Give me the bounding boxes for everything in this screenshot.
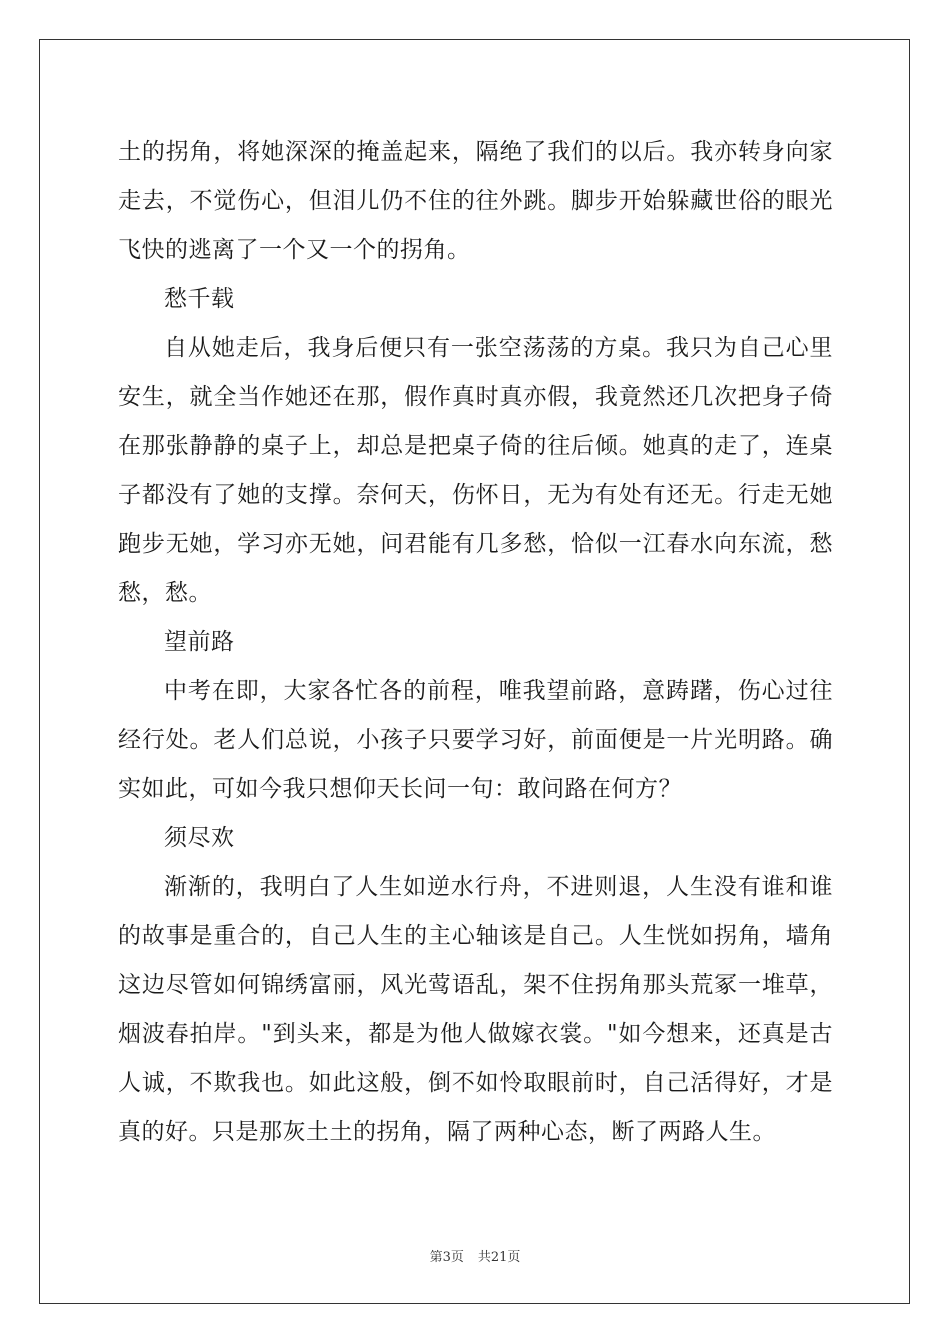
document-body — [118, 128, 833, 1157]
page-total: 共21页 — [477, 1250, 521, 1265]
paragraph: 渐渐的，我明白了人生如逆水行舟，不进则退，人生没有谁和谁的故事是重合的，自己人生的主心轴该是自己。人生恍如拐角，墙角这边尽管如何锦绣富丽，风光莺语乱，架不住拐角那头荒冢一堆草，烟波春拍岸。"到头来，都是为他人做嫁衣裳。"如今想来，还真是古人诚，不欺我也。如此这般，倒不如怜取眼前时，自己活得好，才是真的好。只是那灰土土的拐角，隔了两种心态，断了两路人生。 — [118, 874, 833, 1145]
page-footer — [0, 1246, 950, 1265]
paragraph: 自从她走后，我身后便只有一张空荡荡的方桌。我只为自己心里安生，就全当作她还在那，假作真时真亦假，我竟然还几次把身子倚在那张静静的桌子上，却总是把桌子倚的往后倾。她真的走了，连桌子都没有了她的支撑。奈何天，伤怀日，无为有处有还无。行走无她跑步无她，学习亦无她，问君能有几多愁，恰似一江春水向东流，愁愁，愁。 — [118, 335, 833, 606]
section-heading: 须尽欢 — [164, 825, 235, 851]
paragraph: 中考在即，大家各忙各的前程，唯我望前路，意踌躇，伤心过往经行处。老人们总说，小孩子只要学习好，前面便是一片光明路。确实如此，可如今我只想仰天长问一句：敢问路在何方？ — [118, 678, 833, 802]
section-heading: 愁千载 — [164, 286, 235, 312]
section-heading: 望前路 — [164, 629, 235, 655]
paragraph: 土的拐角，将她深深的掩盖起来，隔绝了我们的以后。我亦转身向家走去，不觉伤心，但泪儿仍不住的往外跳。脚步开始躲藏世俗的眼光飞快的逃离了一个又一个的拐角。 — [118, 139, 833, 263]
page-number: 第3页 — [429, 1250, 464, 1265]
